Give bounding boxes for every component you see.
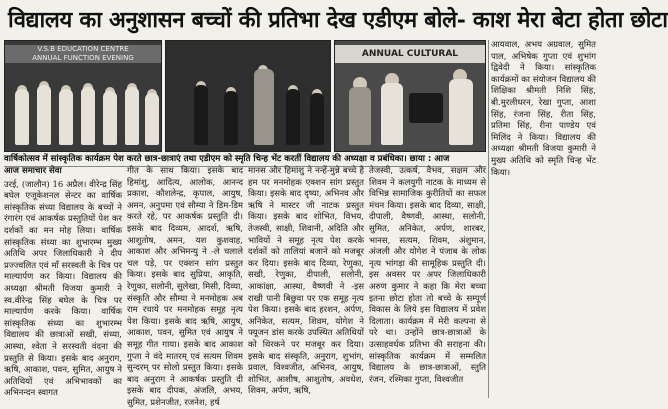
headline: विद्यालय का अनुशासन बच्चों की प्रतिभा देख एडीएम बोले- काश मेरा बेटा होता छोटा [8,7,668,33]
photo-cultural-dance-2 [165,40,331,152]
photo-cultural-dance-1 [4,40,162,152]
byline: आज समाचार सेवा [4,166,62,176]
article-column-5: आयवाल, अभय अग्रवाल, सुमित पाल, अभिषेक गुप्ता एवं शुभांग द्विवेदी ने किया। सांस्कृतिक कार्यक्रमों का संयोजन विद्यालय की शिक्षिका श्रीमती निशि सिंह, बी.मुरलीधरन, रेखा गुप्ता, आशा सिंह, रंजना सिंह, रीता सिंह, प्रतिमा सिंह, रीना पाण्डेय एवं मिलिंद ने किया। विद्यालय की अध्यक्षा श्रीमती विजया कुमारी ने मुख्य अतिथि को स्मृति चिन्ह भेंट किया। [491,40,596,178]
photo-caption: वार्षिकोत्सव में सांस्कृतिक कार्यक्रम पेश करते छात्र-छात्राएं तथा एडीएम को स्मृति चिन्ह भेंट करतीं विद्यालय की अध्यक्षा व प्रबंधिका। छाया : आज [4,154,450,164]
photo-strip [4,40,486,150]
article-column-3: मानस और हिमांशु ने नन्हें-मुन्ने बच्चे है हम पर मनमोहक एक्शन सांग प्रस्तुत किया। इसके बाद दृष्या, अभिनव और ऋषि ने मास्टर जी नाटक प्रस्तुत किया। इसके बाद शोभित, विभय, तेजस्वी, साक्षी, शिवानी, अदिति और भावियों ने समूह नृत्य पेश करके दर्शकों को तालियां बजाने को मजबूर कर दिया। इसके बाद दिव्या, रेणुका, सखी, रेणुका, दीपाली, सलोनी, आकांक्षा, आस्था, वैष्णवी ने -इस राखी पानी बिछुवा पर एक समूह नृत्य पेश किया। इसके बाद हरशन, अर्पण, अनिकेत, सत्यम, शिवम, योगेश ने फ्यूजन डांस करके उपस्थित अतिथियों को थिरकने पर मजबूर कर दिया। इसके बाद संस्कृति, अनुराग, शुभांग, प्रवाल, विश्वजीत, अभिनव, आयुष, शोभित, आशीष, आशुतोष, अवधेश, शिवम, अर्पण, ऋषि, [248,166,364,397]
banner-subtext: ANNUAL FUNCTION EVENING [32,54,134,62]
article-column-2: गीत के साथ किया। इसके बाद हिमांशु, आदित्य, आलोक, आनन्द प्रकाश, कौशलेन्द्र, कृपाल, आयुष, अमन, अनुपमा एवं सौम्या ने डिम-डिम करते रहे, पर आकर्षक प्रस्तुति दी। इसके बाद दिव्यम, आदर्श, ऋषि, आशुतोष, अमन, यश कुशवाह, आकाश और अभिमन्यु ने -ले चलाले चल पड़े, पर एक्शन सांग प्रस्तुत किया। इसके बाद सुप्रिया, आकृति, रेणुका, सलोनी, सुलेखा, मिसी, दिव्या, संस्कृति और सौम्या ने मनमोहक अब राम रचाये पर मनमोहक समूह नृत्य पेश किया। इसके बाद ऋषि, आयुष, आकाश, पवन, सुमित एवं आयुष ने समूह गीत गाया। इसके बाद आकाश गुप्ता ने वंदे मातरम् एवं सत्यम शिवम सुन्दरम् पर सोलो प्रस्तुत किया। इसके बाद अनुराग ने आकर्षक प्रस्तुति दी इसके बाद दीपक, अंजलि, अभय, सुमित, प्रशेनजीत, रजनेश, हर्ष [127,166,243,408]
article-column-4: तेजस्वी, उत्कर्ष, वैभव, सक्षम और शिवम ने कलयुगी नाटक के माध्यम से विभिन्न सामाजिक कुरीतियों का सफल मंचन किया। इसके बाद दिव्या, साक्षी, दीपाली, वैष्णवी, आस्था, सलोनी, सुमित, अनिकेत, अर्पण, शारबर, भानस, सत्यम, शिवम, अंशुमान, अंजली और योगेश ने पंजाब के लोक नृत्य भांगड़ा की सामूहिक प्रस्तुति दी। इस अवसर पर अपर जिलाधिकारी अरुण कुमार ने कहा कि मेरा बच्चा इतना छोटा होता तो बच्चे के सम्पूर्ण विकास के लिये इस विद्यालय में प्रवेश दिलाता। कार्यक्रम में मेरी कल्पना से परे था। उन्होंने छात्र-छात्राओं के उत्साहवर्धक प्रतिभा की सराहना की। सांस्कृतिक कार्यक्रम में सम्मलित विद्यालय के छात्र-छात्राओं, स्तुति रंजन, रश्मिका गुप्ता, विश्वजीत [369,166,486,385]
banner-text: V.S.B EDUCATION CENTRE [37,45,129,53]
photo-banner-annual: ANNUAL CULTURAL [335,45,485,63]
column-1-text: उरई, (जालौन) 16 अप्रैल। वीरेन्द्र सिंह बघेल एजूकेशनल सेन्टर का वार्षिक सांस्कृतिक संध्या विद्यालय के बच्चों ने रंगारंग एवं आकर्षक प्रस्तुतियों पेश कर दर्शकों का मन मोह लिया। वार्षिक सांस्कृतिक संध्या का शुभारम्भ मुख्य अतिथि अपर जिलाधिकारी ने दीप प्रज्ज्वलित एवं माँ सरस्वती के चित्र पर माल्यार्पण कर किया। विद्यालय की अध्यक्षा श्रीमती विजया कुमारी ने स्व.वीरेन्द्र सिंह बघेल के चित्र पर माल्यार्पण करके किया। वार्षिक सांस्कृतिक संध्या का शुभारम्भ विद्यालय की छात्राओं सखी, संध्या, आस्था, श्वेता ने सरस्वती वंदना की प्रस्तुति से किया। इसके बाद अनुराग, ऋषि, आकाश, पवन, सुमित, आयुष ने अतिथियों एवं अभिभावकों का अभिनन्दन स्वागत [4,179,122,399]
photo-memento-presentation [334,40,486,152]
photo-banner [5,45,161,63]
article-column-1 [4,166,122,398]
